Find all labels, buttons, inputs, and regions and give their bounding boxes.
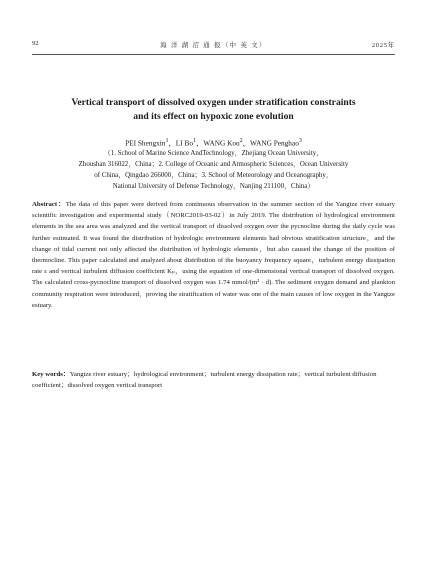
affiliation-line-3: of China，Qingdao 266000，China；3. School of Meteorology and Oceanography， xyxy=(94,172,333,179)
keywords-text: Yangtze river estuary；hydrological environment；turbulent energy dissipation rate；vertical turbulent diffusion coefficient；dissolved oxygen vertical transport xyxy=(32,371,377,390)
title-line-1: Vertical transport of dissolved oxygen under stratification constraints xyxy=(71,97,356,108)
author-3-affil: 2 xyxy=(239,138,243,144)
author-2-affil: 1 xyxy=(193,138,197,144)
running-header xyxy=(32,40,395,52)
journal-name: 海 洋 湖 沼 通 报（中 英 文） xyxy=(160,42,267,49)
paper-title xyxy=(40,96,387,124)
page-number: 92 xyxy=(32,40,39,47)
keywords-label: Key words： xyxy=(32,371,70,378)
author-1-affil: 1 xyxy=(165,138,169,144)
author-4: WANG Penghao xyxy=(250,138,299,148)
keywords xyxy=(32,369,395,391)
publication-year: 2025年 xyxy=(371,42,395,49)
author-4-affil: 3 xyxy=(298,138,302,144)
author-1: PEI Shengxin xyxy=(125,138,166,148)
author-separator: ， xyxy=(196,138,204,148)
affiliation-line-4: National University of Defense Technology，Nanjing 211100，China） xyxy=(112,183,315,190)
author-2: LI Bo xyxy=(175,138,194,148)
author-3: WANG Kou xyxy=(203,138,240,148)
abstract xyxy=(32,199,395,311)
abstract-label: Abstract： xyxy=(32,201,66,208)
abstract-text: The data of this paper were derived from continuous observation in the summer section of the Yangtze river estuary scientific investigation and experimental study（NORC2019-03-02）in July 2019. The distribution of hydrological environment elements in the sea area was analyzed and the vertical transport of dissolved oxygen over the pycnocline during the daily cycle was further estimated. It was found the distribution of hydrologic environment elements had obvious stratification structure，and the change of tidal current not only affected the distribution of hydrologic elements，but also caused the change of the position of thermocline. This paper calculated and analyzed about distribution of the buoyancy frequency square，turbulent energy dissipation rate ε and vertical turbulent diffusion coefficient Kₚ，using the equation of one-dimensional vertical transport of dissolved oxygen. The calculated cross-pycnocline transport of dissolved oxygen was 1.74 mmol/(m² · d). The sediment oxygen demand and plankton community respiration were introduced，proving the stratification of water was one of the main causes of low oxygen in the Yangtze estuary. xyxy=(32,201,395,309)
header-rule xyxy=(32,54,395,55)
affiliation-line-2: Zhoushan 316022，China；2. College of Oceanic and Atmospheric Sciences，Ocean University xyxy=(78,161,349,168)
author-separator: ， xyxy=(242,138,250,148)
affiliations xyxy=(32,148,395,192)
author-separator: ， xyxy=(168,138,176,148)
title-line-2: and its effect on hypoxic zone evolution xyxy=(133,111,294,122)
author-list xyxy=(32,136,395,148)
affiliation-line-1: （1. School of Marine Science AndTechnology，Zhejiang Ocean University， xyxy=(103,150,324,157)
